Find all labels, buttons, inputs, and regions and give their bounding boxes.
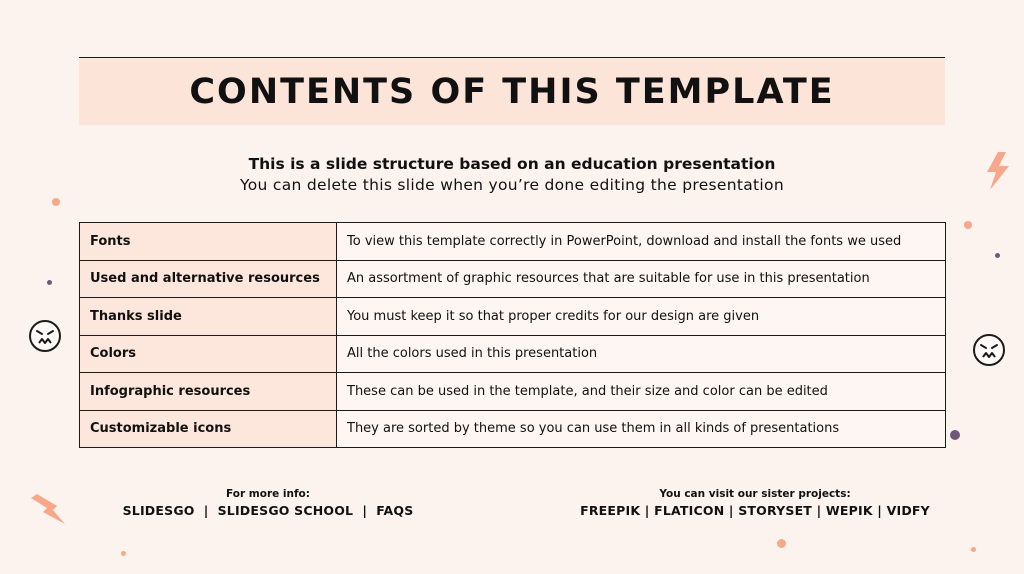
row-label: Thanks slide [80, 298, 337, 336]
table-row [80, 373, 946, 411]
table-row [80, 410, 946, 448]
dot-decoration [777, 539, 786, 548]
table-row [80, 260, 946, 298]
row-description: You must keep it so that proper credits for our design are given [337, 298, 946, 336]
subtitle-normal: You can delete this slide when you’re done editing the presentation [240, 176, 784, 194]
row-label: Fonts [80, 223, 337, 261]
footer-info-heading: For more info: [226, 488, 310, 500]
subtitle-bold: This is a slide structure based on an education presentation [248, 155, 776, 173]
row-description: They are sorted by theme so you can use them in all kinds of presentations [337, 410, 946, 448]
subtitle [0, 154, 1024, 196]
row-description: These can be used in the template, and their size and color can be edited [337, 373, 946, 411]
row-label: Used and alternative resources [80, 260, 337, 298]
row-description: All the colors used in this presentation [337, 335, 946, 373]
dot-decoration [121, 551, 126, 556]
angry-face-icon [972, 333, 1006, 367]
row-label: Infographic resources [80, 373, 337, 411]
table-row [80, 298, 946, 336]
dot-decoration [995, 253, 1000, 258]
table-row [80, 335, 946, 373]
footer-info-links[interactable]: SLIDESGO | SLIDESGO SCHOOL | FAQS [122, 503, 414, 518]
title-banner [79, 58, 945, 125]
footer-info [103, 487, 433, 520]
footer-sister-projects [565, 487, 945, 520]
contents-table [79, 222, 946, 448]
dot-decoration [964, 221, 972, 229]
row-label: Customizable icons [80, 410, 337, 448]
page-title: CONTENTS OF THIS TEMPLATE [189, 71, 835, 112]
dot-decoration [47, 280, 52, 285]
dot-decoration [52, 198, 60, 206]
angry-face-icon [28, 319, 62, 353]
lightning-icon [984, 152, 1012, 190]
footer-sister-heading: You can visit our sister projects: [659, 488, 851, 500]
row-description: An assortment of graphic resources that are suitable for use in this presentation [337, 260, 946, 298]
lightning-icon [31, 494, 67, 526]
table-row [80, 223, 946, 261]
dot-decoration [971, 547, 976, 552]
row-label: Colors [80, 335, 337, 373]
footer-sister-links[interactable]: FREEPIK | FLATICON | STORYSET | WEPIK | VIDFY [580, 503, 930, 518]
row-description: To view this template correctly in PowerPoint, download and install the fonts we used [337, 223, 946, 261]
dot-decoration [950, 430, 960, 440]
